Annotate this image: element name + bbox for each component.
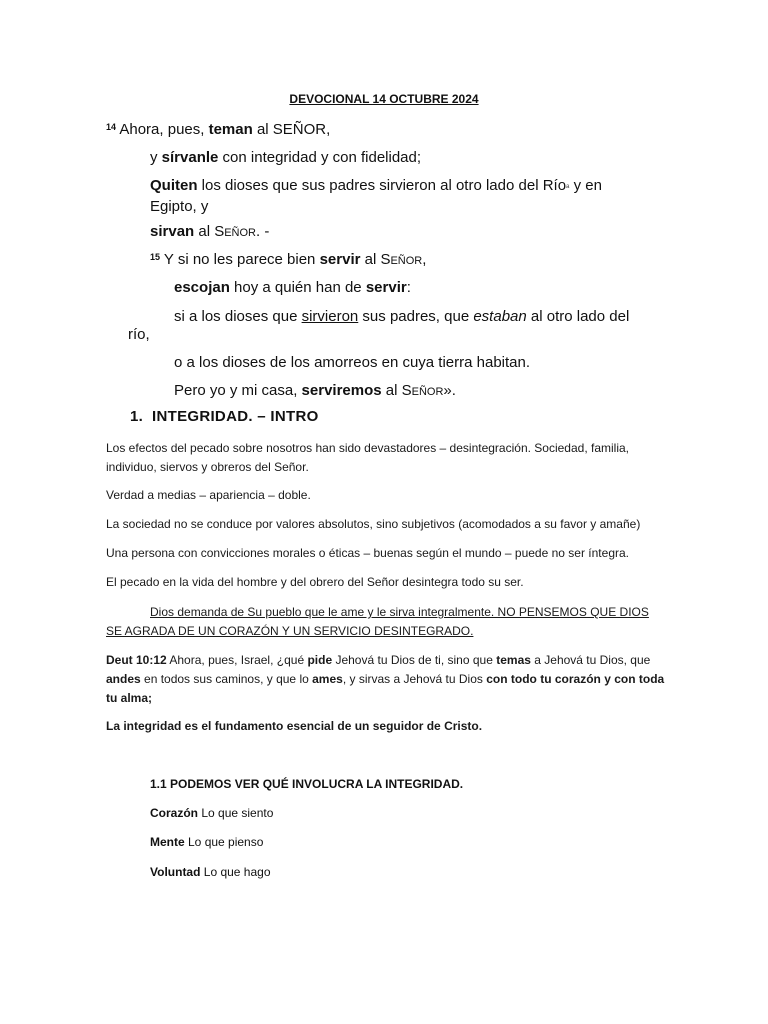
verse-text: . - <box>256 223 270 240</box>
quote-text: en todos sus caminos, y que lo <box>140 672 313 686</box>
verse-14-line-4 <box>150 222 269 241</box>
quote-text: Jehová tu Dios de ti, sino que <box>332 653 497 667</box>
verse-number: 15 <box>150 252 161 262</box>
verse-15-line-3 <box>174 307 629 326</box>
verse-15-line-3-cont: río, <box>128 326 150 343</box>
verse-15-line-2 <box>174 278 411 297</box>
verse-text: Pero yo y mi casa, <box>174 382 302 399</box>
verse-underlined: sirvieron <box>301 308 359 325</box>
section-number: 1. <box>130 408 144 425</box>
quote-bold: andes <box>106 672 141 686</box>
verse-text: si a los dioses que <box>174 308 302 325</box>
quote-bold: ames <box>312 672 343 686</box>
paragraph-5: El pecado en la vida del hombre y del obrero del Señor desintegra todo su ser. <box>106 575 524 589</box>
verse-text: Ahora, pues, <box>119 121 209 138</box>
list-item-term: Mente <box>150 835 185 849</box>
quote-text: a Jehová tu Dios, que <box>530 653 651 667</box>
verse-text: al <box>381 382 402 399</box>
verse-bold: Quiten <box>150 177 198 194</box>
footnote-marker: ᵃ <box>566 182 570 192</box>
scripture-reference: Deut 10:12 <box>106 653 167 667</box>
verse-text: los dioses que sus padres sirvieron al otro lado del Río <box>197 177 567 194</box>
verse-14-line-2 <box>150 148 421 167</box>
verse-text: Y si no les parece bien <box>160 251 320 268</box>
verse-smallcaps: Señor <box>380 251 423 268</box>
verse-15-line-4: o a los dioses de los amorreos en cuya tierra habitan. <box>174 354 531 371</box>
list-item-desc: Lo que siento <box>198 806 274 820</box>
verse-bold: servir <box>319 251 361 268</box>
paragraph-3: La sociedad no se conduce por valores absolutos, sino subjetivos (acomodados a su favor y amañe) <box>106 517 641 531</box>
paragraph-8: La integridad es el fundamento esencial de un seguidor de Cristo. <box>106 719 483 733</box>
paragraph-6: Dios demanda de Su pueblo que le ame y le sirva integralmente. NO PENSEMOS QUE DIOS SE AGRADA DE UN CORAZÓN Y UN SERVICIO DESINTEGRADO. <box>106 605 649 638</box>
list-item <box>150 834 263 850</box>
verse-bold: sírvanle <box>161 149 219 166</box>
list-item-desc: Lo que hago <box>200 865 271 879</box>
quote-text: Ahora, pues, Israel, ¿qué <box>166 653 308 667</box>
list-item <box>150 864 271 880</box>
section-title: INTEGRIDAD. – INTRO <box>152 408 319 425</box>
verse-text: al <box>194 223 215 240</box>
verse-smallcaps: Señor <box>214 223 257 240</box>
verse-text: con integridad y con fidelidad; <box>218 149 422 166</box>
verse-text: sus padres, que <box>358 308 474 325</box>
verse-text: ». <box>443 382 456 399</box>
verse-15-line-1 <box>150 250 426 269</box>
quote-text: , y sirvas a Jehová tu Dios <box>342 672 487 686</box>
document-title: DEVOCIONAL 14 OCTUBRE 2024 <box>289 92 479 106</box>
list-item-term: Corazón <box>150 806 198 820</box>
verse-14-line-1 <box>106 120 330 139</box>
verse-text: y <box>150 149 162 166</box>
verse-bold: servir <box>365 279 407 296</box>
verse-text: : <box>406 279 411 296</box>
verse-bold: serviremos <box>301 382 382 399</box>
verse-text: al otro lado del <box>526 308 630 325</box>
verse-bold: teman <box>208 121 253 138</box>
list-item-desc: Lo que pienso <box>184 835 264 849</box>
verse-number: 14 <box>106 122 117 132</box>
verse-15-line-5 <box>174 381 456 400</box>
quote-bold: pide <box>307 653 333 667</box>
verse-smallcaps: Señor <box>401 382 444 399</box>
scripture-quote <box>106 651 666 708</box>
verse-text: al SEÑOR, <box>252 121 331 138</box>
verse-14-line-3 <box>150 176 650 216</box>
list-item <box>150 805 273 821</box>
paragraph-2: Verdad a medias – apariencia – doble. <box>106 488 311 502</box>
quote-bold: con todo tu corazón y con toda tu alma; <box>106 672 665 705</box>
verse-text: , <box>422 251 427 268</box>
verse-bold: sirvan <box>150 223 195 240</box>
verse-text: y en Egipto, y <box>150 177 602 215</box>
section-heading <box>130 408 319 425</box>
paragraph-1: Los efectos del pecado sobre nosotros han sido devastadores – desintegración. Sociedad, familia, individuo, siervos y obreros del Señor. <box>106 441 629 474</box>
verse-italic: estaban <box>473 308 527 325</box>
subsection-heading: 1.1 PODEMOS VER QUÉ INVOLUCRA LA INTEGRIDAD. <box>150 777 464 791</box>
verse-text: hoy a quién han de <box>229 279 366 296</box>
verse-bold: escojan <box>174 279 230 296</box>
verse-text: al <box>360 251 381 268</box>
list-item-term: Voluntad <box>150 865 201 879</box>
paragraph-4: Una persona con convicciones morales o éticas – buenas según el mundo – puede no ser íntegra. <box>106 546 629 560</box>
quote-bold: temas <box>496 653 531 667</box>
